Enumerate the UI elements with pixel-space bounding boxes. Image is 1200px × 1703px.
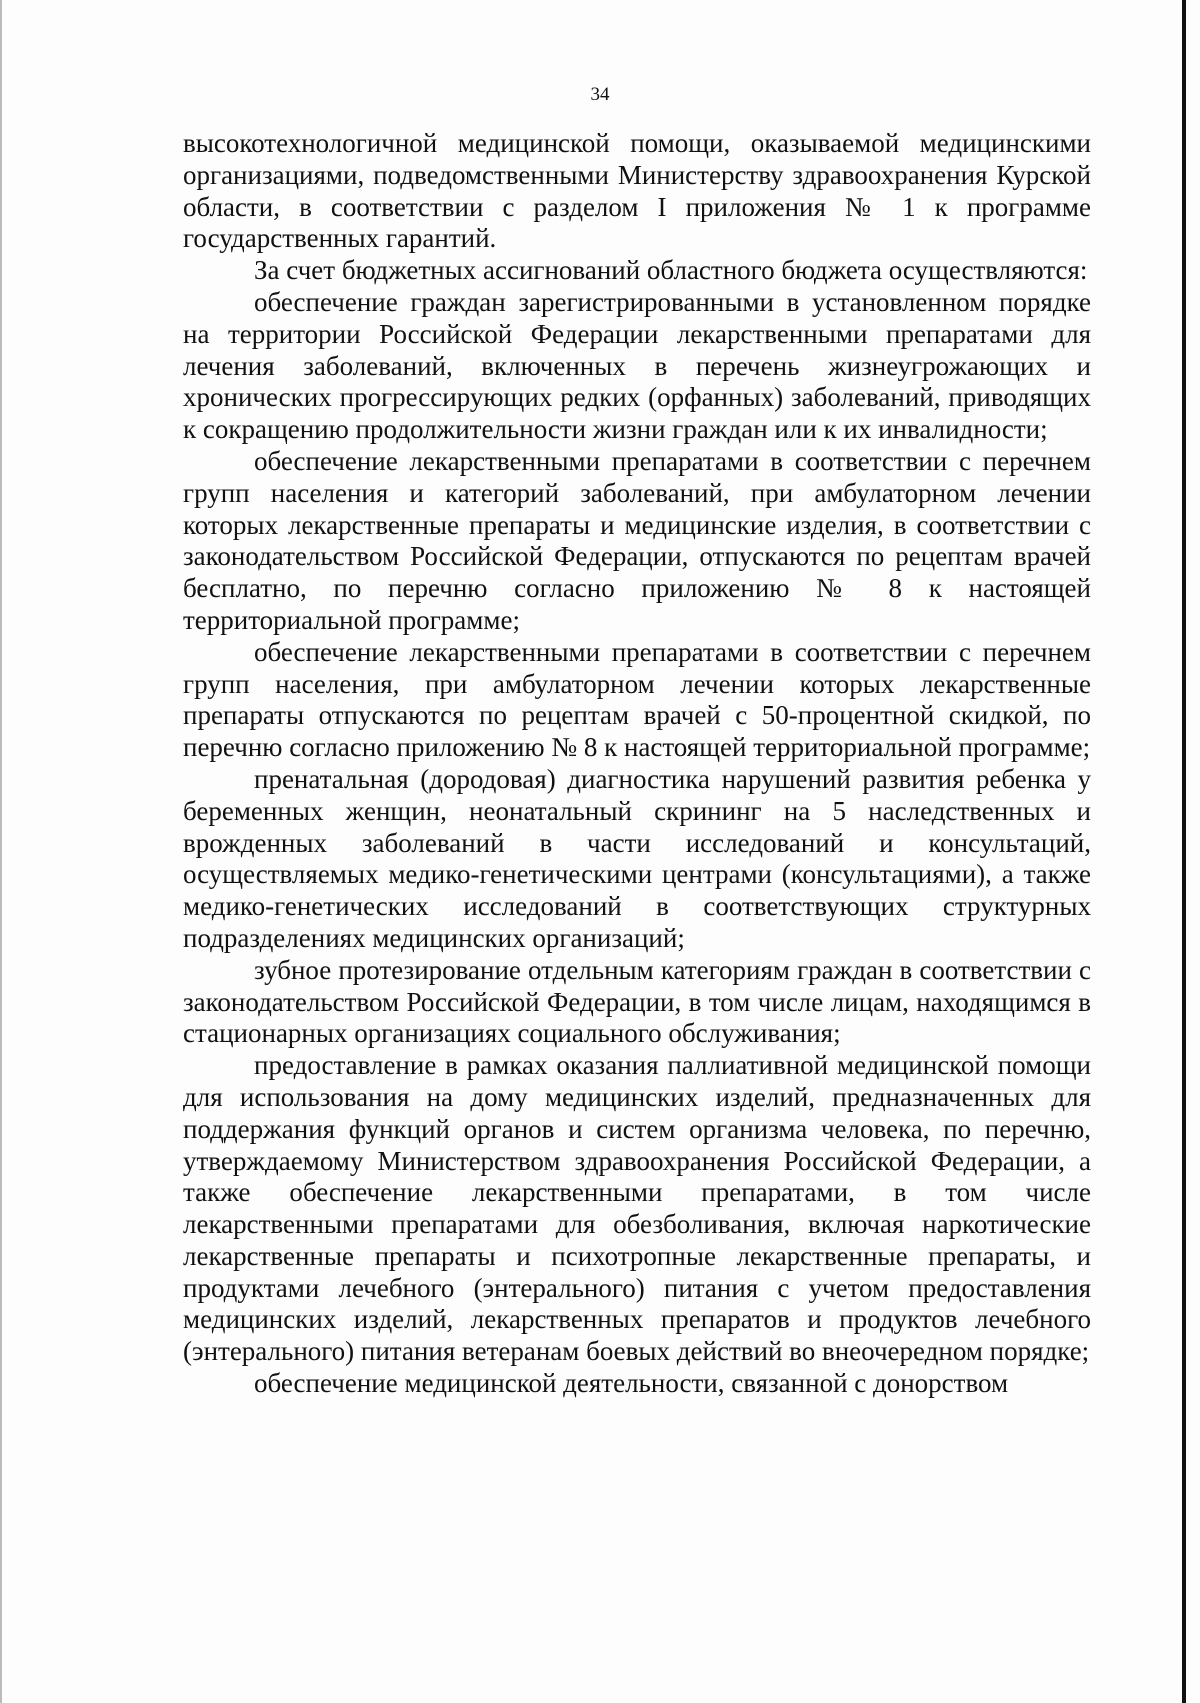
paragraph-palliative-care: предоставление в рамках оказания паллиативной медицинской помощи для использования на дому медицинских изделий, предназначенных для поддержания функций органов и систем организма человека, по перечню, утверждаемому Министерством здравоохранения Российской Федерации, а также обеспечение лекарственными препаратами, в том числе лекарственными препаратами для обезболивания, включая наркотические лекарственные препараты и психотропные лекарственные препараты, и продуктами лечебного (энтерального) питания с учетом предоставления медицинских изделий, лекарственных препаратов и продуктов лечебного (энтерального) питания ветеранам боевых действий во внеочередном порядке; [183, 1050, 1091, 1367]
document-body [183, 128, 1091, 1400]
page-number: 34 [590, 84, 610, 105]
paragraph-dental-prosthetics: зубное протезирование отдельным категориям граждан в соответствии с законодательством Российской Федерации, в том числе лицам, находящимся в стационарных организациях социального обслуживания; [183, 954, 1091, 1049]
paragraph-donation: обеспечение медицинской деятельности, связанной с донорством [254, 1368, 1009, 1399]
paragraph-free-prescriptions: обеспечение лекарственными препаратами в соответствии с перечнем групп населения и категорий заболеваний, при амбулаторном лечении которых лекарственные препараты и медицинские изделия, в соответствии с законодательством Российской Федерации, отпускаются по рецептам врачей бесплатно, по перечню согласно приложению № 8 к настоящей территориальной программе; [183, 445, 1091, 635]
paragraph-continuation: высокотехнологичной медицинской помощи, оказываемой медицинскими организациями, подведомственными Министерству здравоохранения Курской области, в соответствии с разделом I приложения № 1 к программе государственных гарантий. [183, 128, 1091, 254]
paragraph-budget-intro: За счет бюджетных ассигнований областного бюджета осуществляются: [254, 255, 1088, 286]
scan-edge-right [1182, 0, 1186, 1703]
paragraph-orphan-drugs: обеспечение граждан зарегистрированными в установленном порядке на территории Российской Федерации лекарственными препаратами для лечения заболеваний, включенных в перечень жизнеугрожающих и хронических прогрессирующих редких (орфанных) заболеваний, приводящих к сокращению продолжительности жизни граждан или к их инвалидности; [183, 286, 1091, 445]
scan-edge-left [0, 0, 2, 1703]
paragraph-prenatal-diagnostics: пренатальная (дородовая) диагностика нарушений развития ребенка у беременных женщин, неонатальный скрининг на 5 наследственных и врожденных заболеваний в части исследований и консультаций, осуществляемых медико-генетическими центрами (консультациями), а также медико-генетических исследований в соответствующих структурных подразделениях медицинских организаций; [183, 763, 1091, 953]
paragraph-discount-prescriptions: обеспечение лекарственными препаратами в соответствии с перечнем групп населения, при амбулаторном лечении которых лекарственные препараты отпускаются по рецептам врачей с 50-процентной скидкой, по перечню согласно приложению № 8 к настоящей территориальной программе; [183, 636, 1091, 763]
